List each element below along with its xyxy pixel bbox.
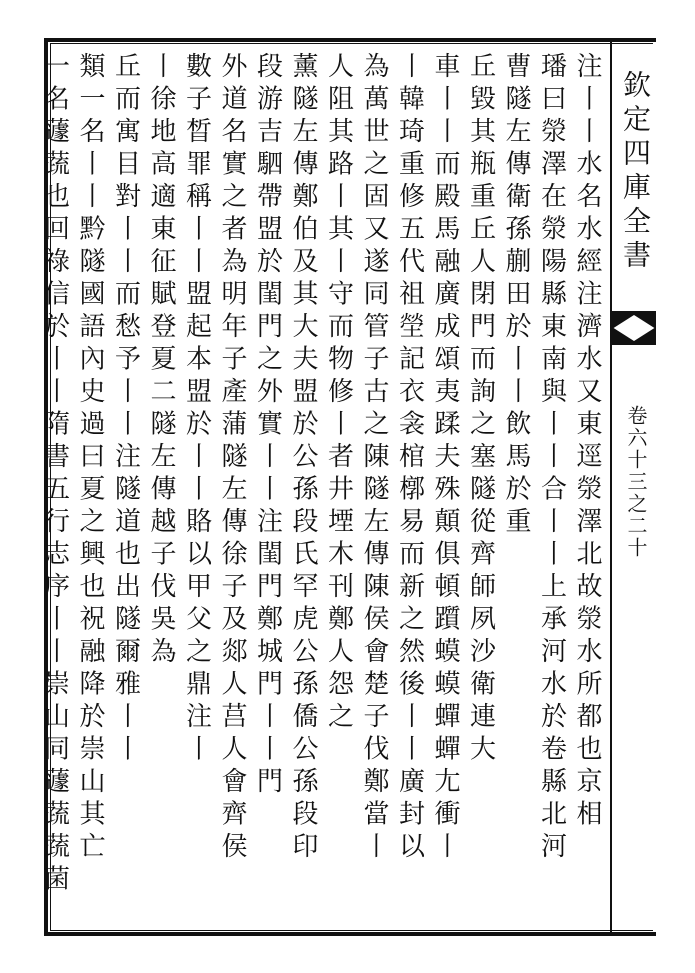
text-column: 段游吉駟帶盟於閨門之外實丨丨注閨門鄭城門丨丨門 <box>252 52 283 800</box>
text-column: 車丨丨而殿馬融廣成頌夷蹂夫殊顛俱頓躓蟆蟆蟬蟬尢衝丨 <box>430 52 460 865</box>
text-column: 一名蘧蔬也回祿信於丨丨隋書五行志序丨丨崇山同蘧蔬蔬菌 <box>39 52 70 897</box>
text-column: 注丨丨水名水經注濟水又東逕滎澤北故滎水所都也京相 <box>572 52 602 832</box>
text-column: 丨韓琦重修五代祖塋記衣衾棺槨易而新之然後丨丨廣封以 <box>394 52 425 865</box>
spine-book-title: 欽定四庫全書 <box>619 70 652 274</box>
text-column: 類一名丨丨黔隧國語內史過曰夏之興也祝融降於崇山其亡 <box>75 52 105 865</box>
text-column: 丘而寓目對丨丨而愁予丨丨注隧道也出隧爾雅丨丨 <box>110 52 141 767</box>
text-column: 為萬世之固又遂同管子古之陳隧左傳陳侯會楚子伐鄭當丨 <box>359 52 389 865</box>
text-column: 丨徐地高適東征賦登夏二隧左傳越子伐吳為 <box>146 52 176 670</box>
spine-volume-number: 卷六十三之二十 <box>624 405 648 559</box>
text-column: 人阻其路丨其丨守而物修丨者井堙木刊鄭人怨之 <box>323 52 354 735</box>
text-column: 薰隧左傳鄭伯及其大夫盟於公孫段氏罕虎公孫僑公孫段印 <box>288 52 318 865</box>
text-column: 丘毀其瓶重丘人閉門而詢之塞隧從齊師夙沙衛連大 <box>465 52 496 767</box>
text-column: 曹隧左傳衛孫蒯田於丨丨飲馬於重 <box>501 52 531 540</box>
fishtail-mark <box>612 305 656 351</box>
text-column: 數子晳罪稱丨丨盟起本盟於丨丨賂以甲父之鼎注丨 <box>181 52 212 767</box>
text-column: 璠曰滎澤在滎陽縣東南與丨丨合丨丨上承河水於卷縣北河 <box>536 52 567 865</box>
text-column: 外道名實之者為明年子產蒲隧左傳徐子及郯人莒人會齊侯 <box>217 52 247 865</box>
